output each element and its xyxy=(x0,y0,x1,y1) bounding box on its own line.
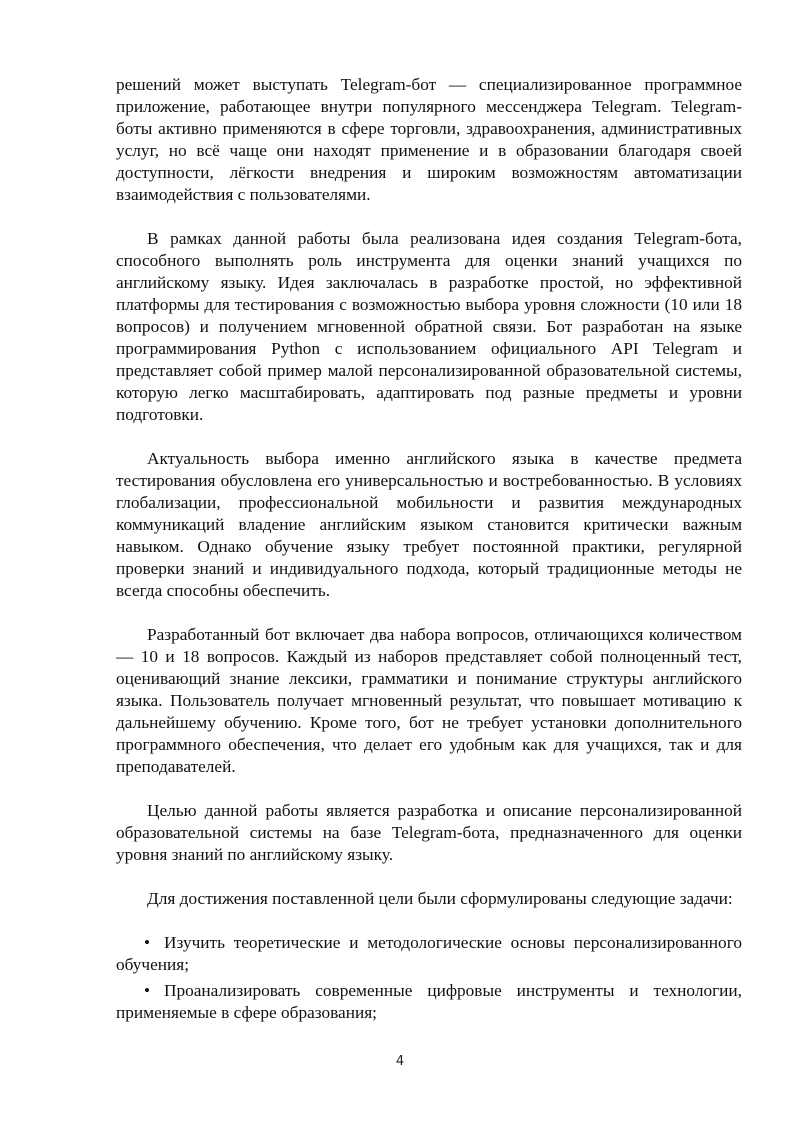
list-item: • Изучить теоретические и методологические основы персонализированного обучения; xyxy=(116,933,742,974)
paragraph-telegram-bot-intro: решений может выступать Telegram-бот — специализированное программное приложение, работающее внутри популярного мессенджера Telegram. Telegram-боты активно применяются в сфере торговли, здравоохранения, административных услуг, но всё чаще они находят применение и в образовании благодаря своей доступности, лёгкости внедрения и широким возможностям автоматизации взаимодействия с пользователями. xyxy=(116,75,742,204)
list-item: • Проанализировать современные цифровые инструменты и технологии, применяемые в сфере образования; xyxy=(116,981,742,1022)
task-text: Изучить теоретические и методологические основы персонализированного обучения; xyxy=(116,933,742,974)
document-page xyxy=(116,74,742,1028)
paragraph-project-idea: В рамках данной работы была реализована идея создания Telegram-бота, способного выполнять роль инструмента для оценки знаний учащихся по английскому языку. Идея заключалась в разработке простой, но эффективной платформы для тестирования с возможностью выбора уровня сложности (10 или 18 вопросов) и получением мгновенной обратной связи. Бот разработан на языке программирования Python с использованием официального API Telegram и представляет собой пример малой персонализированной образовательной системы, которую легко масштабировать, адаптировать под разные предметы и уровни подготовки. xyxy=(116,229,742,424)
tasks-list xyxy=(116,932,742,1024)
paragraph-goal: Целью данной работы является разработка и описание персонализированной образовательной системы на базе Telegram-бота, предназначенного для оценки уровня знаний по английскому языку. xyxy=(116,801,742,864)
paragraph-tasks-intro: Для достижения поставленной цели были сформулированы следующие задачи: xyxy=(147,889,733,908)
paragraph-bot-description: Разработанный бот включает два набора вопросов, отличающихся количеством — 10 и 18 вопросов. Каждый из наборов представляет собой полноценный тест, оценивающий знание лексики, грамматики и понимание структуры английского языка. Пользователь получает мгновенный результат, что повышает мотивацию к дальнейшему обучению. Кроме того, бот не требует установки дополнительного программного обеспечения, что делает его удобным как для учащихся, так и для преподавателей. xyxy=(116,625,742,776)
paragraph-relevance: Актуальность выбора именно английского языка в качестве предмета тестирования обусловлена его универсальностью и востребованностью. В условиях глобализации, профессиональной мобильности и развития международных коммуникаций владение английским языком становится критически важным навыком. Однако обучение языку требует постоянной практики, регулярной проверки знаний и индивидуального подхода, который традиционные методы не всегда способны обеспечить. xyxy=(116,449,742,600)
page-number: 4 xyxy=(395,1054,405,1069)
task-text: Проанализировать современные цифровые инструменты и технологии, применяемые в сфере образования; xyxy=(116,981,742,1022)
